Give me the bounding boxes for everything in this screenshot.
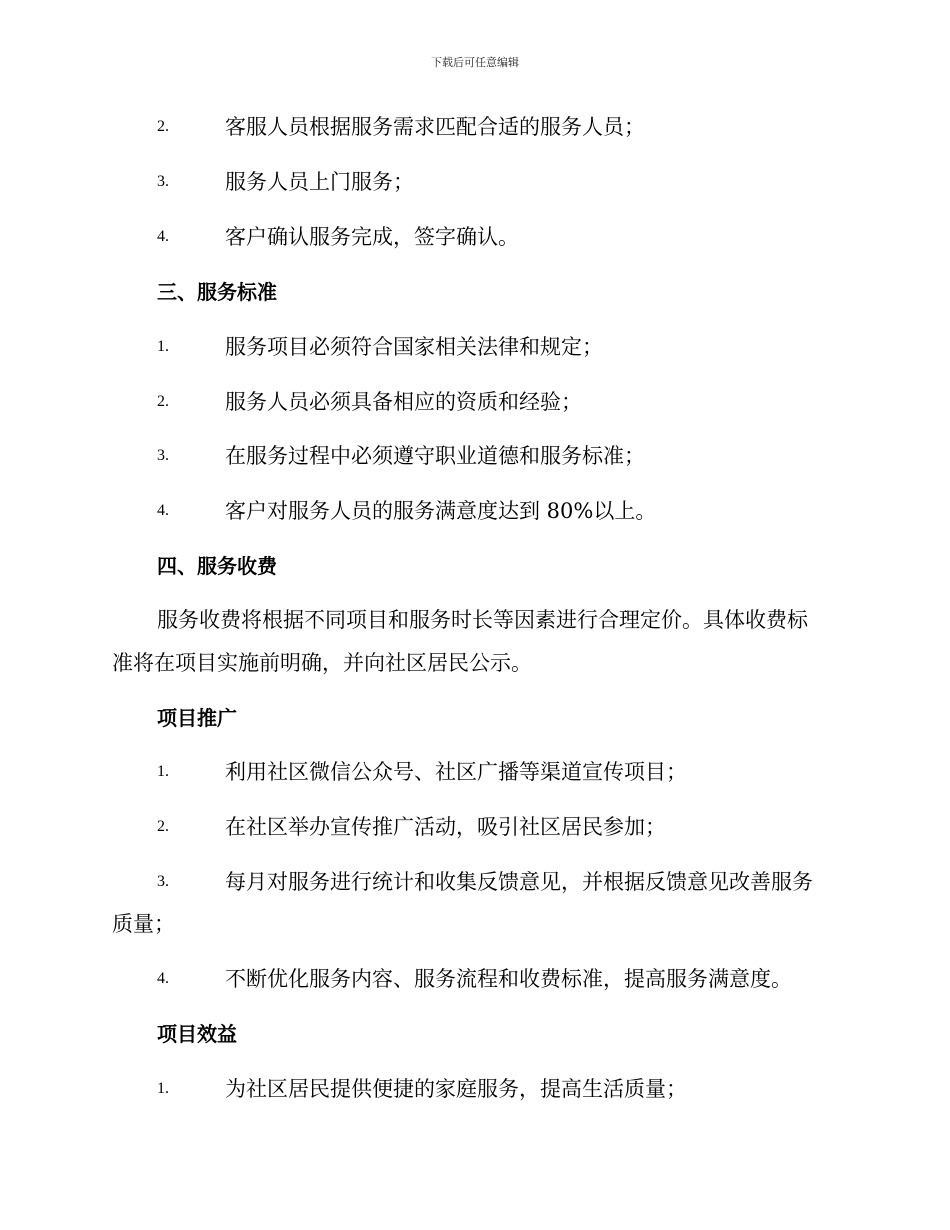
heading-text: 四、服务收费 [157,554,277,578]
list-text: 利用社区微信公众号、社区广播等渠道宣传项目； [225,760,687,784]
list-text: 质量； [112,912,175,936]
list-text: 客服人员根据服务需求匹配合适的服务人员； [225,115,645,139]
list-number: 1. [157,1080,169,1097]
list-number: 4. [157,970,169,987]
list-text: 不断优化服务内容、服务流程和收费标准，提高服务满意度。 [225,967,792,991]
list-number: 3. [157,873,169,890]
heading-text: 项目效益 [157,1022,237,1046]
list-text: 在服务过程中必须遵守职业道德和服务标准； [225,444,645,468]
list-number: 1. [157,338,169,355]
list-number: 3. [157,173,169,190]
list-text: 每月对服务进行统计和收集反馈意见，并根据反馈意见改善服务 [225,870,813,894]
list-number: 4. [157,502,169,519]
heading-text: 项目推广 [157,706,237,730]
list-number: 2. [157,393,169,410]
list-text: 在社区举办宣传推广活动，吸引社区居民参加； [225,815,666,839]
list-number: 1. [157,763,169,780]
list-text: 服务人员必须具备相应的资质和经验； [225,390,582,414]
list-number: 2. [157,818,169,835]
list-text: 客户对服务人员的服务满意度达到 80%以上。 [225,499,657,523]
paragraph-text: 服务收费将根据不同项目和服务时长等因素进行合理定价。具体收费标 [157,608,808,632]
header-note: 下载后可任意编辑 [431,56,519,69]
list-text: 服务项目必须符合国家相关法律和规定； [225,335,603,359]
list-text: 客户确认服务完成，签字确认。 [225,225,519,249]
paragraph-text: 准将在项目实施前明确，并向社区居民公示。 [112,651,532,675]
list-text: 为社区居民提供便捷的家庭服务，提高生活质量； [225,1077,687,1101]
list-number: 3. [157,447,169,464]
list-number: 2. [157,118,169,135]
heading-text: 三、服务标准 [157,280,277,304]
list-text: 服务人员上门服务； [225,170,414,194]
list-number: 4. [157,228,169,245]
